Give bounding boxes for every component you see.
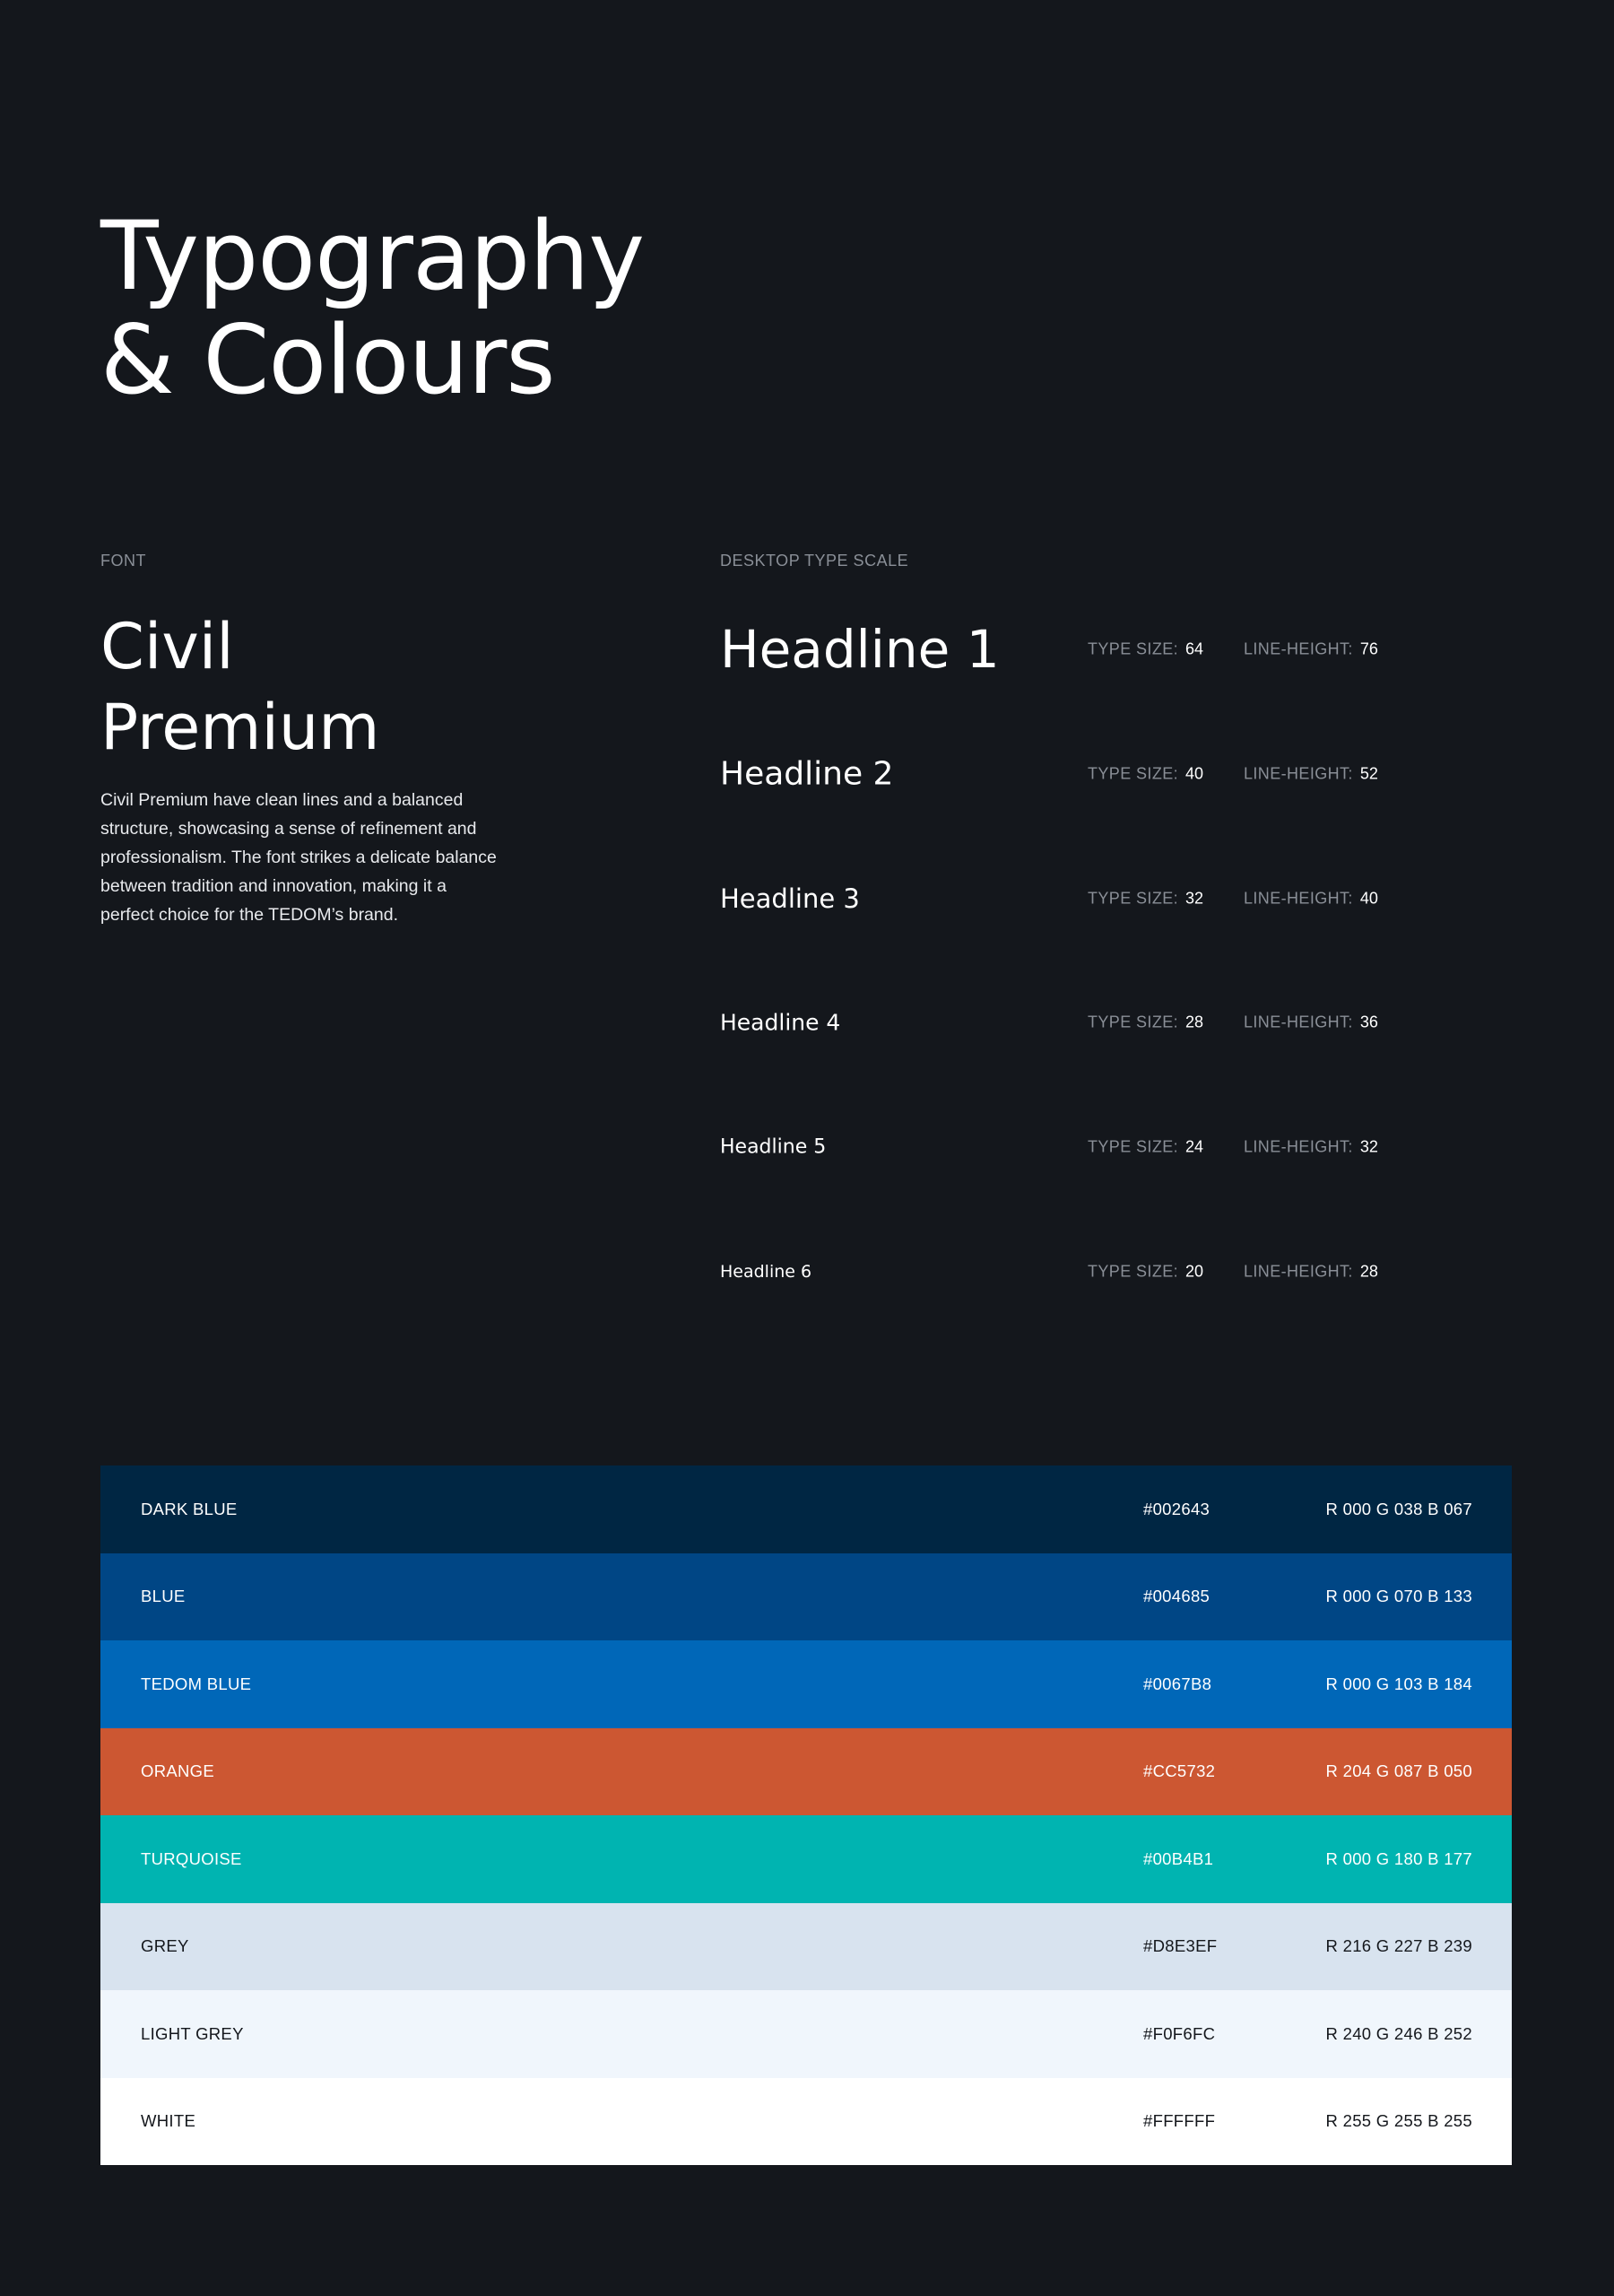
type-size-label: TYPE SIZE: [1088,1262,1179,1281]
colour-hex: #004685 [1143,1587,1210,1606]
type-size-label: TYPE SIZE: [1088,639,1179,658]
line-height [1244,890,1378,909]
line-height [1244,1013,1378,1032]
colour-palette-table [100,1465,1512,2165]
type-scale-row [720,863,1437,935]
line-height-value: 32 [1359,1137,1378,1156]
colour-row [100,1553,1512,1641]
page-title-line-2: & Colours [100,305,555,415]
colour-row [100,1903,1512,1991]
type-size-value: 20 [1185,1262,1204,1281]
type-scale-section-label: DESKTOP TYPE SCALE [720,552,909,570]
type-size-label: TYPE SIZE: [1088,764,1179,783]
headline-sample: Headline 6 [720,1262,812,1282]
type-scale-row [720,1111,1437,1183]
line-height-label: LINE-HEIGHT: [1244,889,1353,908]
colour-hex: #002643 [1143,1499,1210,1518]
colour-hex: #F0F6FC [1143,2023,1216,2043]
type-size-value: 32 [1185,889,1204,908]
colour-rgb: R 000 G 070 B 133 [1325,1587,1472,1606]
font-section-label: FONT [100,552,146,570]
headline-sample: Headline 1 [720,619,1000,680]
type-size-value: 28 [1185,1013,1204,1031]
headline-sample: Headline 3 [720,883,860,914]
colour-name: TURQUOISE [141,1848,242,1868]
line-height-value: 36 [1359,1013,1378,1031]
type-size [1088,1013,1203,1032]
font-description: Civil Premium have clean lines and a balanced structure, showcasing a sense of refinement and professionalism. The font strikes a delicate balance between tradition and innovation, making it a perfect choice for the TEDOM’s brand. [100,790,497,925]
colour-hex: #CC5732 [1143,1761,1216,1781]
font-name-line-2: Premium [100,691,380,764]
type-size-label: TYPE SIZE: [1088,889,1179,908]
type-size [1088,1263,1203,1282]
colour-name: LIGHT GREY [141,2023,244,2043]
line-height-value: 76 [1359,639,1378,658]
type-size-value: 64 [1185,639,1204,658]
type-size [1088,765,1203,784]
colour-hex: #FFFFFF [1143,2111,1216,2131]
colour-name: BLUE [141,1587,186,1606]
colour-hex: #00B4B1 [1143,1848,1214,1868]
type-scale-row [720,1236,1437,1308]
colour-row [100,1640,1512,1728]
line-height [1244,765,1378,784]
line-height-value: 28 [1359,1262,1378,1281]
line-height-label: LINE-HEIGHT: [1244,764,1353,783]
type-size-value: 40 [1185,764,1204,783]
page-title [100,201,645,415]
colour-name: ORANGE [141,1761,214,1781]
colour-rgb: R 255 G 255 B 255 [1325,2111,1472,2131]
colour-row [100,1815,1512,1903]
headline-sample: Headline 2 [720,755,894,793]
colour-rgb: R 240 G 246 B 252 [1325,2023,1472,2043]
page-title-line-1: Typography [100,201,645,311]
line-height [1244,1138,1378,1157]
colour-rgb: R 000 G 103 B 184 [1325,1674,1472,1693]
colour-row [100,2078,1512,2166]
colour-name: WHITE [141,2111,196,2131]
colour-name: DARK BLUE [141,1499,238,1518]
line-height-label: LINE-HEIGHT: [1244,1137,1353,1156]
font-name [100,606,379,768]
type-size [1088,640,1203,659]
colour-rgb: R 000 G 038 B 067 [1325,1499,1472,1518]
line-height [1244,640,1378,659]
font-name-line-1: Civil [100,610,234,683]
type-scale-row [720,613,1437,685]
colour-rgb: R 000 G 180 B 177 [1325,1848,1472,1868]
line-height-value: 40 [1359,889,1378,908]
colour-rgb: R 216 G 227 B 239 [1325,1936,1472,1956]
colour-hex: #D8E3EF [1143,1936,1218,1956]
colour-row [100,1465,1512,1553]
colour-row [100,1728,1512,1816]
line-height-label: LINE-HEIGHT: [1244,1013,1353,1031]
colour-name: GREY [141,1936,189,1956]
type-size [1088,890,1203,909]
type-size-label: TYPE SIZE: [1088,1137,1179,1156]
type-scale-row [720,987,1437,1058]
colour-hex: #0067B8 [1143,1674,1212,1693]
line-height [1244,1263,1378,1282]
colour-rgb: R 204 G 087 B 050 [1325,1761,1472,1781]
colour-row [100,1990,1512,2078]
line-height-label: LINE-HEIGHT: [1244,1262,1353,1281]
headline-sample: Headline 4 [720,1009,841,1036]
type-size-label: TYPE SIZE: [1088,1013,1179,1031]
type-size [1088,1138,1203,1157]
line-height-label: LINE-HEIGHT: [1244,639,1353,658]
type-size-value: 24 [1185,1137,1204,1156]
headline-sample: Headline 5 [720,1135,827,1159]
type-scale-row [720,738,1437,810]
colour-name: TEDOM BLUE [141,1674,252,1693]
line-height-value: 52 [1359,764,1378,783]
